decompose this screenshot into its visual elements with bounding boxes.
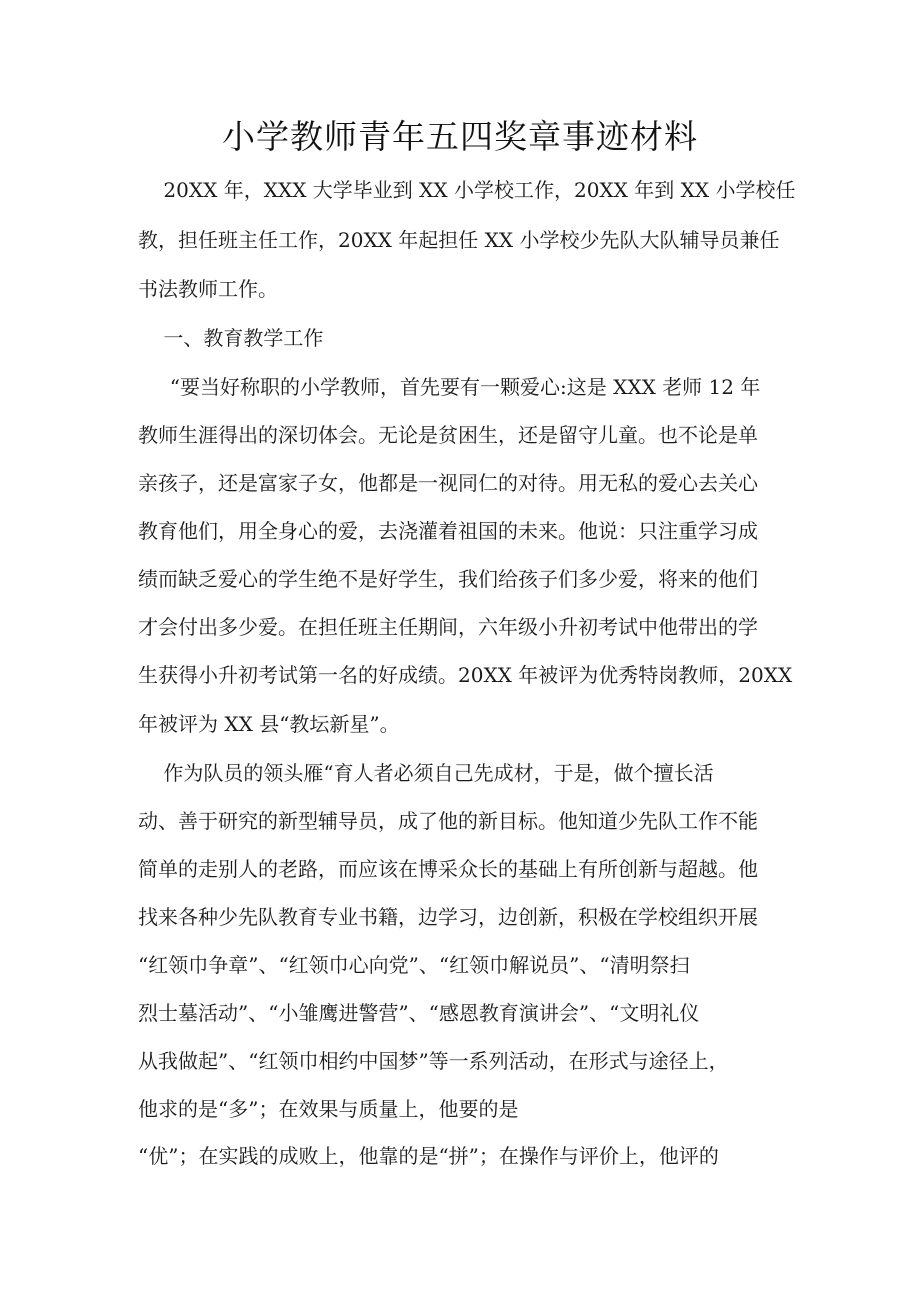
- paragraph-2-line-6: 才会付出多少爱。在担任班主任期间，六年级小升初考试中他带出的学: [138, 615, 758, 639]
- paragraph-2-line-2: 教师生涯得出的深切体会。无论是贫困生，还是留守儿童。也不论是单: [138, 423, 758, 447]
- paragraph-2-line-8: 年被评为 XX 县“教坛新星”。: [138, 712, 400, 736]
- paragraph-2-line-5: 绩而缺乏爱心的学生绝不是好学生，我们给孩子们多少爱，将来的他们: [138, 567, 758, 591]
- paragraph-3-line-8: 他求的是“多”；在效果与质量上，他要的是: [138, 1097, 519, 1121]
- section-heading-1: 一、教育教学工作: [138, 326, 324, 350]
- document-title: 小学教师青年五四奖章事迹材料: [222, 117, 698, 156]
- paragraph-1-line-1: 20XX 年，XXX 大学毕业到 XX 小学校工作，20XX 年到 XX 小学校任: [138, 178, 796, 202]
- paragraph-2-line-4: 教育他们，用全身心的爱，去浇灌着祖国的未来。他说：只注重学习成: [138, 519, 758, 543]
- paragraph-2-line-7: 生获得小升初考试第一名的好成绩。20XX 年被评为优秀特岗教师，20XX: [138, 663, 793, 687]
- paragraph-3-line-4: 找来各种少先队教育专业书籍，边学习，边创新，积极在学校组织开展: [138, 905, 758, 929]
- paragraph-3-line-9: “优”；在实践的成败上，他靠的是“拼”；在操作与评价上，他评的: [138, 1144, 719, 1168]
- paragraph-2-line-3: 亲孩子，还是富家子女，他都是一视同仁的对待。用无私的爱心去关心: [138, 471, 758, 495]
- paragraph-3-line-6: 烈士墓活动”、“小雏鹰进警营”、“感恩教育演讲会”、“文明礼仪: [138, 1001, 700, 1025]
- paragraph-1-line-2: 教，担任班主任工作，20XX 年起担任 XX 小学校少先队大队辅导员兼任: [138, 228, 780, 252]
- paragraph-3-line-7: 从我做起”、“红领巾相约中国梦”等一系列活动，在形式与途径上，: [138, 1049, 729, 1073]
- paragraph-2-line-1: “要当好称职的小学教师，首先要有一颗爱心:这是 XXX 老师 12 年: [138, 375, 761, 399]
- paragraph-3-line-5: “红领巾争章”、“红领巾心向党”、“红领巾解说员”、“清明祭扫: [138, 953, 690, 977]
- paragraph-3-line-1: 作为队员的领头雁“育人者必须自己先成材，于是，做个擅长活: [138, 761, 714, 785]
- paragraph-3-line-3: 简单的走别人的老路，而应该在博采众长的基础上有所创新与超越。他: [138, 857, 758, 881]
- paragraph-3-line-2: 动、善于研究的新型辅导员，成了他的新目标。他知道少先队工作不能: [138, 809, 758, 833]
- paragraph-1-line-3: 书法教师工作。: [138, 277, 278, 301]
